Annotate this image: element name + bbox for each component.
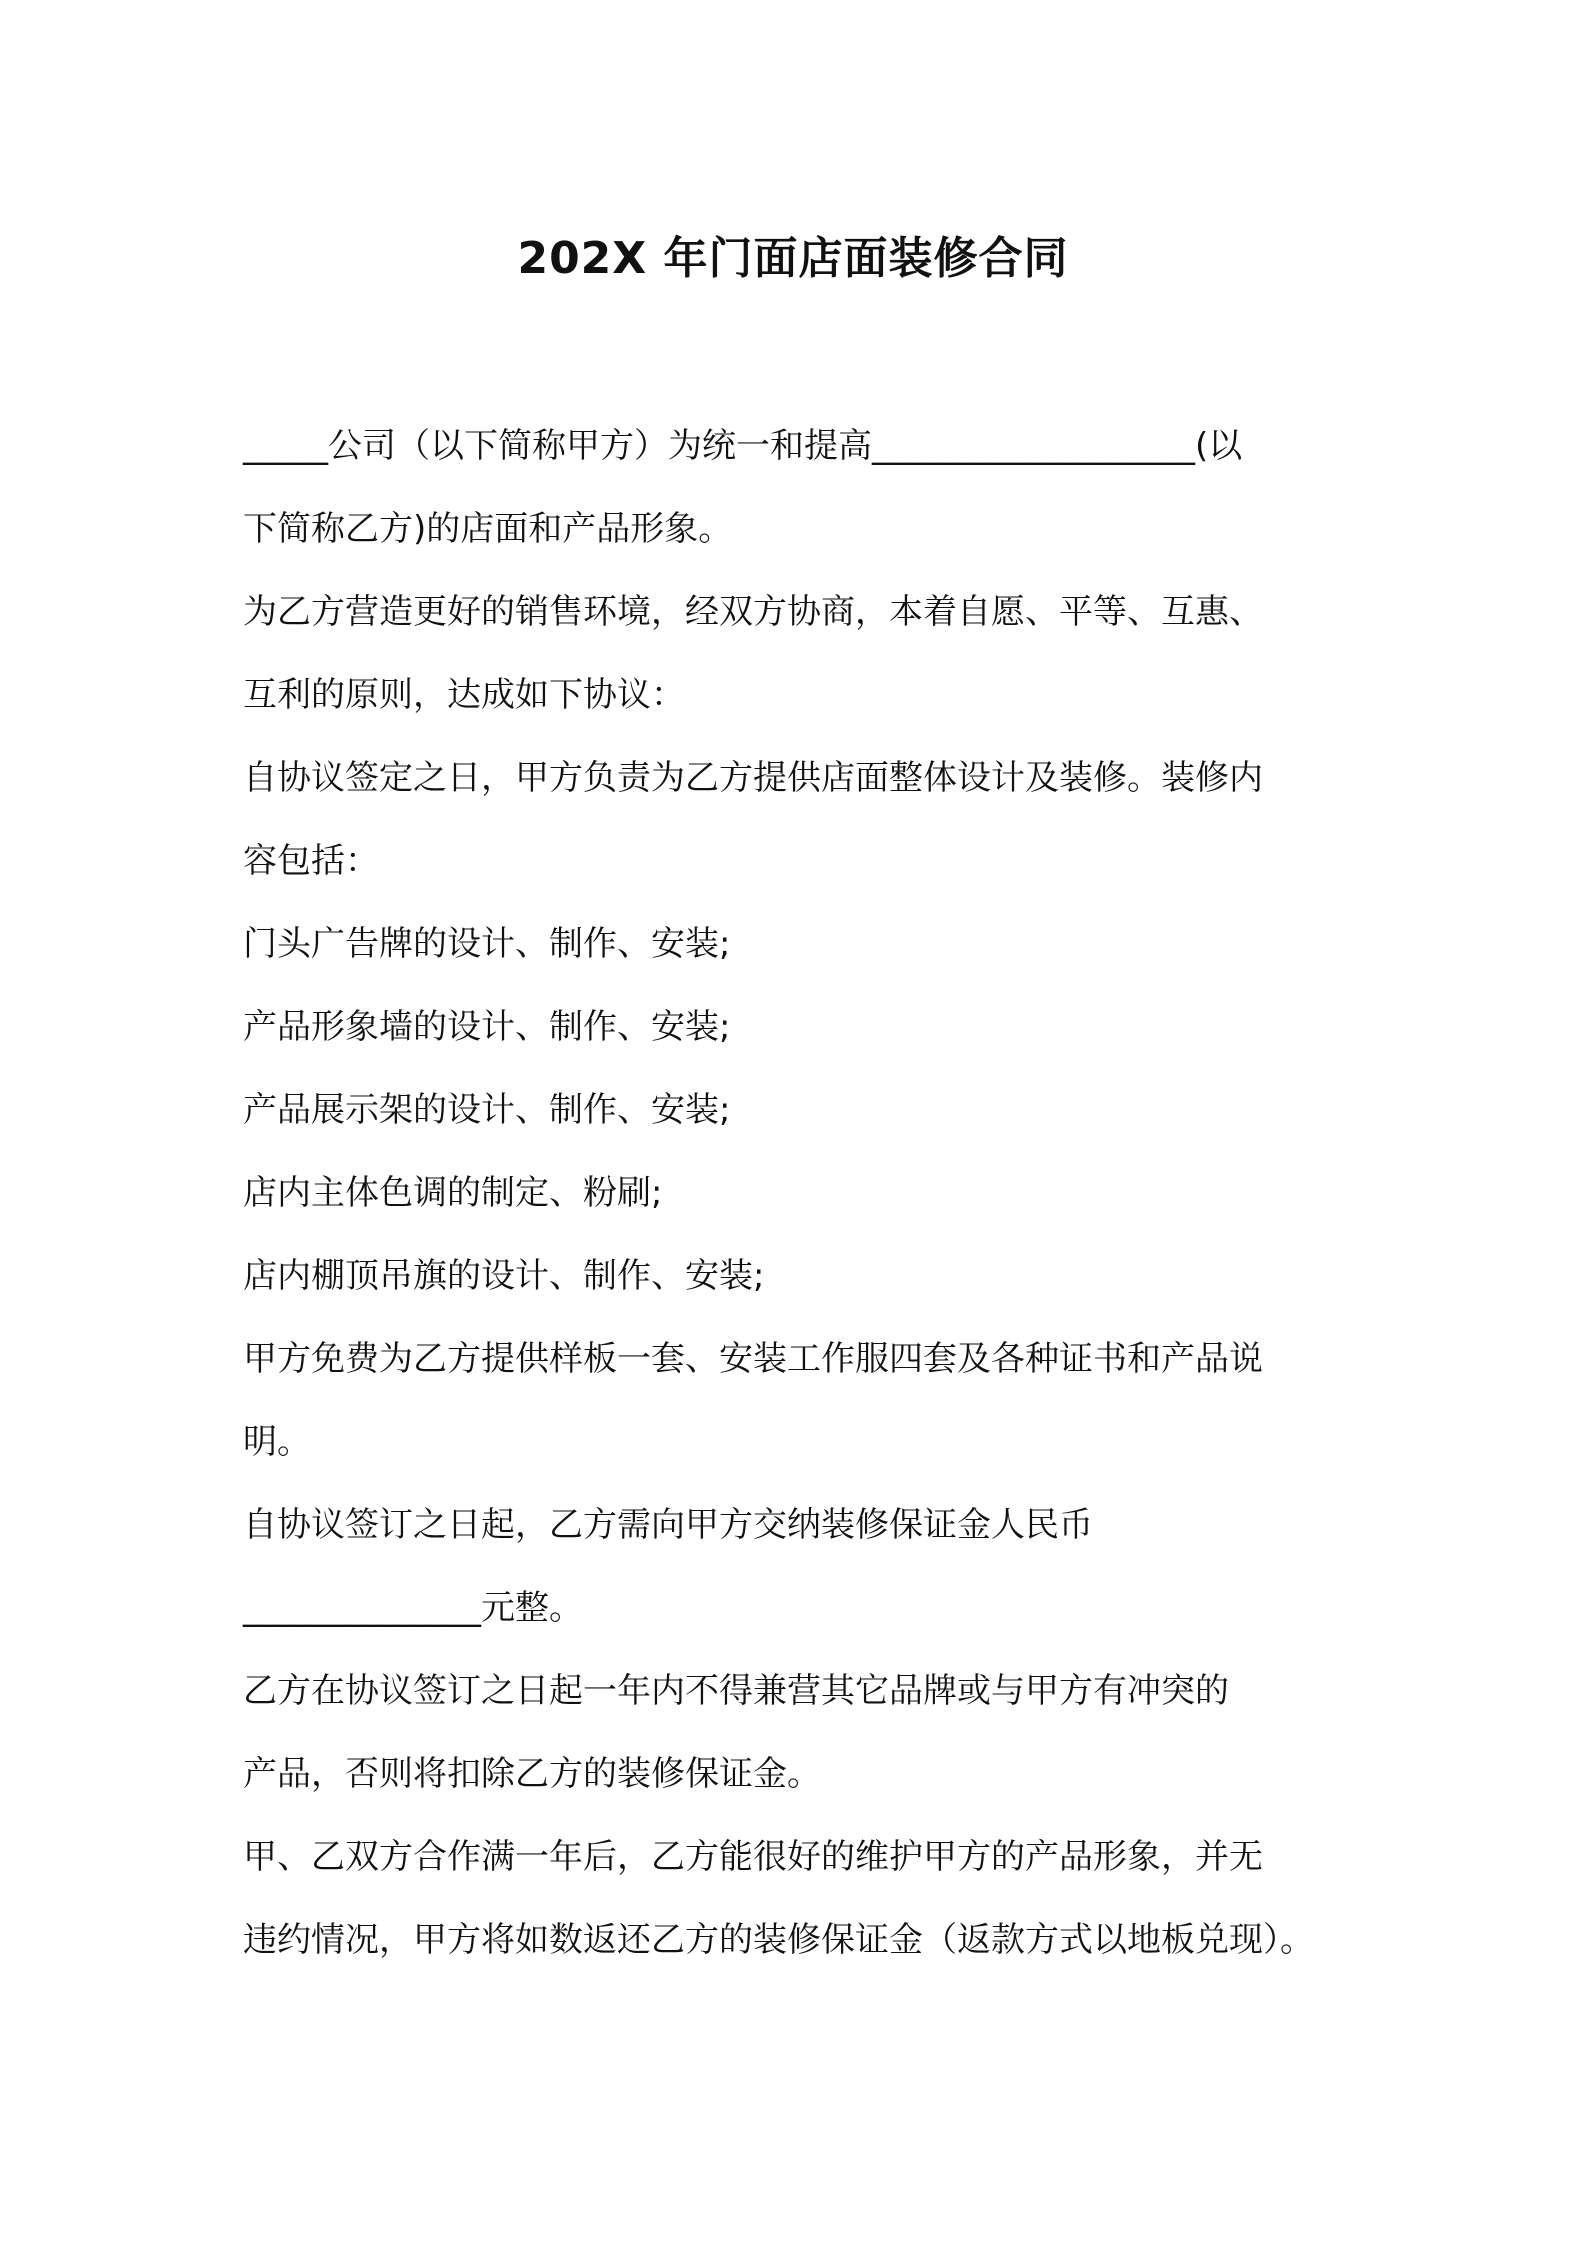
contract-line: 店内棚顶吊旗的设计、制作、安装; bbox=[243, 1256, 765, 1296]
contract-line: 违约情况，甲方将如数返还乙方的装修保证金（返款方式以地板兑现）。 bbox=[243, 1920, 1314, 1960]
contract-line: 为乙方营造更好的销售环境，经双方协商，本着自愿、平等、互惠、 bbox=[243, 592, 1263, 632]
contract-line: 容包括： bbox=[243, 841, 379, 881]
contract-line: 店内主体色调的制定、粉刷; bbox=[243, 1173, 663, 1213]
contract-line: 甲方免费为乙方提供样板一套、安装工作服四套及各种证书和产品说 bbox=[243, 1339, 1263, 1379]
contract-line: ______________元整。 bbox=[243, 1588, 583, 1628]
contract-line: 甲、乙双方合作满一年后，乙方能很好的维护甲方的产品形象，并无 bbox=[243, 1837, 1263, 1877]
contract-body bbox=[243, 405, 1383, 1982]
contract-line: 门头广告牌的设计、制作、安装; bbox=[243, 924, 731, 964]
contract-line: 互利的原则，达成如下协议： bbox=[243, 675, 685, 715]
contract-line: 下简称乙方)的店面和产品形象。 bbox=[243, 509, 733, 549]
contract-line: 明。 bbox=[243, 1422, 311, 1462]
contract-line: 自协议签订之日起，乙方需向甲方交纳装修保证金人民币 bbox=[243, 1505, 1093, 1545]
contract-line: 产品形象墙的设计、制作、安装; bbox=[243, 1007, 731, 1047]
contract-line: _____公司（以下简称甲方）为统一和提高___________________(以 bbox=[243, 426, 1243, 466]
contract-line: 自协议签定之日，甲方负责为乙方提供店面整体设计及装修。装修内 bbox=[243, 758, 1263, 798]
contract-line: 产品，否则将扣除乙方的装修保证金。 bbox=[243, 1754, 821, 1794]
contract-line: 产品展示架的设计、制作、安装; bbox=[243, 1090, 731, 1130]
contract-line: 乙方在协议签订之日起一年内不得兼营其它品牌或与甲方有冲突的 bbox=[243, 1671, 1229, 1711]
document-title: 202X 年门面店面装修合同 bbox=[517, 233, 1069, 284]
